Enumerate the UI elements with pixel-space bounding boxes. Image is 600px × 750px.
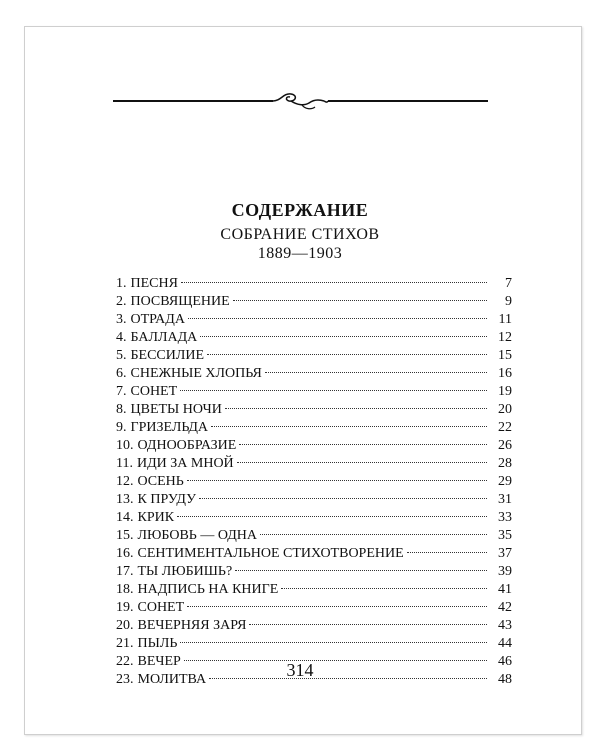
toc-entry-page: 7 (505, 276, 512, 291)
toc-entry-page: 16 (498, 366, 512, 381)
toc-entry-title: ПЫЛЬ (137, 636, 178, 651)
toc-entry-number: 14. (116, 510, 134, 525)
toc-entry-page: 26 (498, 438, 512, 453)
dot-leader (180, 390, 487, 391)
toc-entry-number: 3. (116, 312, 127, 327)
toc-entry-title: ВЕЧЕРНЯЯ ЗАРЯ (137, 618, 247, 633)
toc-entry[interactable] (116, 401, 512, 419)
collection-years: 1889—1903 (257, 245, 343, 262)
flourish-divider-icon (113, 89, 488, 119)
toc-entry-page: 41 (498, 582, 512, 597)
toc-entry[interactable] (116, 293, 512, 311)
dot-leader (225, 408, 487, 409)
toc-entry-title: ОТРАДА (130, 312, 185, 327)
toc-entry-title: ГРИЗЕЛЬДА (130, 420, 209, 435)
toc-entry-title: ТЫ ЛЮБИШЬ? (137, 564, 233, 579)
toc-entry[interactable] (116, 545, 512, 563)
toc-entry[interactable] (116, 347, 512, 365)
toc-entry[interactable] (116, 491, 512, 509)
toc-entry-page: 20 (498, 402, 512, 417)
dot-leader (187, 480, 487, 481)
toc-entry-number: 15. (116, 528, 134, 543)
toc-entry[interactable] (116, 527, 512, 545)
toc-entry[interactable] (116, 563, 512, 581)
toc-entry-title: СЕНТИМЕНТАЛЬНОЕ СТИХОТВОРЕНИЕ (137, 546, 404, 561)
toc-entry-page: 9 (505, 294, 512, 309)
toc-entry-number: 16. (116, 546, 134, 561)
toc-entry[interactable] (116, 419, 512, 437)
toc-entry-number: 17. (116, 564, 134, 579)
toc-entry-title: ПОСВЯЩЕНИЕ (130, 294, 230, 309)
toc-entry-number: 21. (116, 636, 134, 651)
toc-entry-page: 22 (498, 420, 512, 435)
dot-leader (180, 642, 487, 643)
dot-leader (181, 282, 487, 283)
toc-entry-number: 11. (116, 456, 133, 471)
toc-entry-page: 15 (498, 348, 512, 363)
toc-entry[interactable] (116, 275, 512, 293)
toc-entry-title: ОДНООБРАЗИЕ (137, 438, 237, 453)
toc-entry-page: 31 (498, 492, 512, 507)
toc-entry[interactable] (116, 635, 512, 653)
dot-leader (249, 624, 487, 625)
toc-entry-page: 19 (498, 384, 512, 399)
dot-leader (207, 354, 487, 355)
toc-entry-title: ОСЕНЬ (137, 474, 184, 489)
dot-leader (177, 516, 487, 517)
toc-entry[interactable] (116, 437, 512, 455)
toc-entry-title: СНЕЖНЫЕ ХЛОПЬЯ (130, 366, 262, 381)
toc-entry-title: СОНЕТ (130, 384, 178, 399)
dot-leader (188, 318, 487, 319)
dot-leader (235, 570, 487, 571)
dot-leader (211, 426, 487, 427)
table-of-contents (116, 275, 512, 689)
toc-entry-page: 46 (498, 654, 512, 669)
contents-heading: СОДЕРЖАНИЕ (231, 200, 369, 220)
toc-entry-number: 7. (116, 384, 127, 399)
toc-entry-title: КРИК (137, 510, 175, 525)
dot-leader (200, 336, 487, 337)
toc-entry[interactable] (116, 509, 512, 527)
dot-leader (260, 534, 487, 535)
toc-entry[interactable] (116, 581, 512, 599)
toc-entry-title: ПЕСНЯ (130, 276, 178, 291)
toc-entry[interactable] (116, 365, 512, 383)
page-number: 314 (286, 660, 314, 680)
toc-entry[interactable] (116, 383, 512, 401)
toc-entry-title: ИДИ ЗА МНОЙ (136, 456, 234, 471)
toc-entry-title: ЛЮБОВЬ — ОДНА (137, 528, 257, 543)
toc-entry-number: 23. (116, 672, 134, 687)
toc-entry-page: 12 (498, 330, 512, 345)
toc-entry-number: 4. (116, 330, 127, 345)
toc-entry-page: 33 (498, 510, 512, 525)
toc-entry[interactable] (116, 455, 512, 473)
dot-leader (407, 552, 487, 553)
toc-entry[interactable] (116, 599, 512, 617)
toc-entry-page: 42 (498, 600, 512, 615)
toc-entry-number: 20. (116, 618, 134, 633)
toc-entry-page: 43 (498, 618, 512, 633)
toc-entry[interactable] (116, 311, 512, 329)
toc-entry-page: 37 (498, 546, 512, 561)
toc-entry-title: СОНЕТ (137, 600, 185, 615)
toc-entry-page: 35 (498, 528, 512, 543)
toc-entry[interactable] (116, 473, 512, 491)
collection-title: СОБРАНИЕ СТИХОВ (220, 226, 380, 243)
toc-entry-title: БАЛЛАДА (130, 330, 198, 345)
dot-leader (281, 588, 487, 589)
toc-entry-number: 10. (116, 438, 134, 453)
dot-leader (265, 372, 487, 373)
toc-entry[interactable] (116, 617, 512, 635)
toc-entry-title: ВЕЧЕР (137, 654, 181, 669)
dot-leader (239, 444, 487, 445)
toc-entry-page: 29 (498, 474, 512, 489)
toc-entry-page: 44 (498, 636, 512, 651)
toc-entry-title: МОЛИТВА (137, 672, 207, 687)
toc-entry-number: 18. (116, 582, 134, 597)
toc-entry-number: 19. (116, 600, 134, 615)
toc-entry-number: 2. (116, 294, 127, 309)
toc-entry-number: 9. (116, 420, 127, 435)
toc-entry-page: 11 (498, 312, 512, 327)
toc-entry-number: 6. (116, 366, 127, 381)
toc-entry-title: НАДПИСЬ НА КНИГЕ (137, 582, 279, 597)
toc-entry-number: 1. (116, 276, 127, 291)
dot-leader (237, 462, 487, 463)
toc-entry[interactable] (116, 329, 512, 347)
toc-entry-title: БЕССИЛИЕ (130, 348, 205, 363)
toc-entry-title: ЦВЕТЫ НОЧИ (130, 402, 222, 417)
toc-entry-number: 8. (116, 402, 127, 417)
toc-entry-title: К ПРУДУ (137, 492, 197, 507)
dot-leader (233, 300, 487, 301)
toc-entry-page: 39 (498, 564, 512, 579)
toc-entry-page: 48 (498, 672, 512, 687)
toc-entry-page: 28 (498, 456, 512, 471)
toc-entry-number: 13. (116, 492, 134, 507)
toc-entry-number: 22. (116, 654, 134, 669)
dot-leader (199, 498, 487, 499)
toc-entry-number: 12. (116, 474, 134, 489)
toc-entry-number: 5. (116, 348, 127, 363)
dot-leader (187, 606, 487, 607)
